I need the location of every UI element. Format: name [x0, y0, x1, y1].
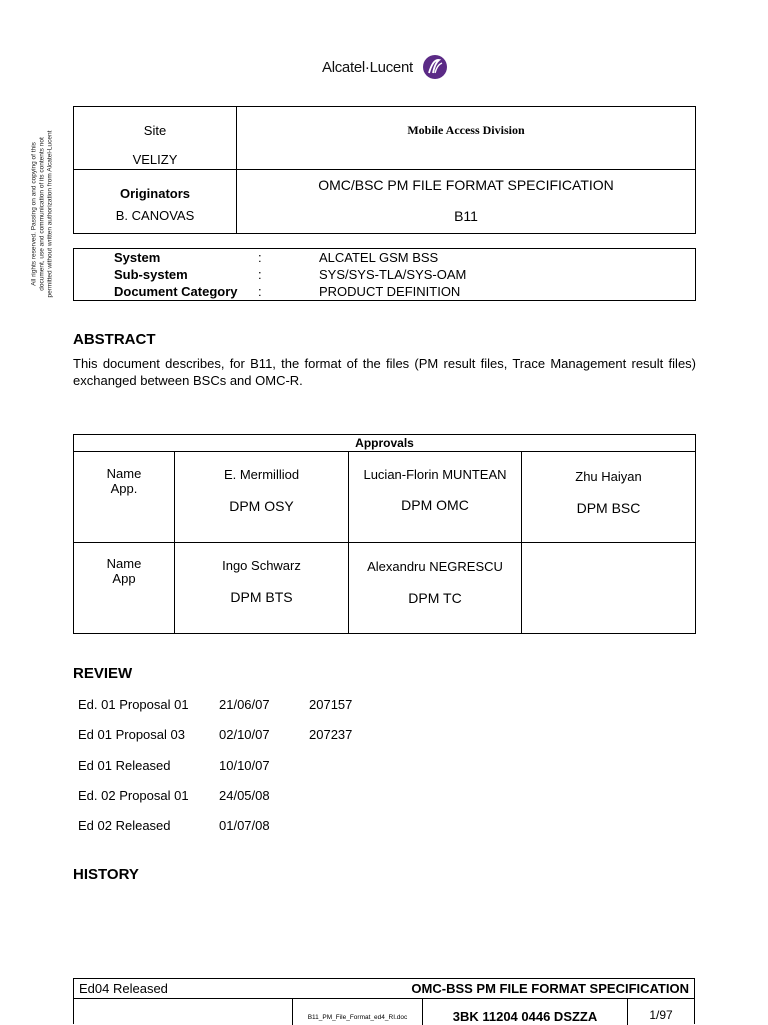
review-list — [78, 697, 478, 847]
abstract-heading: ABSTRACT — [73, 331, 156, 348]
review-edition: Ed. 01 Proposal 01 — [78, 697, 189, 712]
approvals-title: Approvals — [355, 436, 414, 450]
header-divider-horizontal — [74, 169, 695, 170]
footer-filename: B11_PM_File_Format_ed4_RI.doc — [307, 1014, 408, 1021]
approvals-row2-label-app: App — [112, 571, 136, 586]
document-title: OMC/BSC PM FILE FORMAT SPECIFICATION — [318, 177, 614, 193]
site-value: VELIZY — [132, 152, 178, 167]
approver-dept: DPM BSC — [576, 500, 641, 516]
alcatel-lucent-logo-icon — [422, 54, 448, 80]
approver-name: Zhu Haiyan — [575, 469, 642, 484]
copyright-line-1: All rights reserved. Passing on and copying of this — [30, 142, 38, 286]
approver-name: Lucian-Florin MUNTEAN — [363, 467, 507, 482]
division-name: Mobile Access Division — [407, 123, 525, 137]
approver-dept: DPM OSY — [229, 498, 294, 514]
copyright-notice — [27, 120, 57, 315]
subsystem-sep: : — [258, 267, 262, 282]
approvals-title-divider — [74, 451, 695, 452]
review-date: 10/10/07 — [219, 758, 270, 773]
document-category-sep: : — [258, 284, 262, 299]
footer-doc-number: 3BK 11204 0446 DSZZA — [452, 1009, 598, 1024]
document-category-label: Document Category — [114, 284, 238, 299]
review-ref: 207157 — [309, 697, 353, 712]
system-info-box — [73, 248, 696, 301]
subsystem-label: Sub-system — [114, 267, 188, 282]
originators-value: B. CANOVAS — [115, 208, 195, 223]
company-logo — [0, 52, 768, 84]
review-edition: Ed 01 Proposal 03 — [78, 727, 185, 742]
review-date: 21/06/07 — [219, 697, 270, 712]
system-label: System — [114, 250, 161, 265]
review-heading: REVIEW — [73, 665, 133, 682]
review-date: 24/05/08 — [219, 788, 270, 803]
review-edition: Ed 01 Released — [78, 758, 171, 773]
approver-name: Ingo Schwarz — [222, 558, 301, 573]
approvals-row1-label-name: Name — [106, 466, 142, 481]
approver-dept: DPM BTS — [230, 589, 293, 605]
approvals-row2-label — [74, 556, 174, 586]
approver-dept: DPM TC — [408, 590, 462, 606]
originators-label: Originators — [119, 186, 191, 201]
history-heading: HISTORY — [73, 866, 139, 883]
page-footer — [73, 978, 695, 1024]
approver-name: E. Mermilliod — [223, 467, 300, 482]
review-date: 02/10/07 — [219, 727, 270, 742]
review-date: 01/07/08 — [219, 818, 270, 833]
logo-text: Alcatel·Lucent — [322, 59, 413, 76]
review-edition: Ed 02 Released — [78, 818, 171, 833]
copyright-line-3: permitted without written authorization from Alcatel-Lucent — [46, 130, 54, 298]
system-sep: : — [258, 250, 262, 265]
footer-divider-horizontal — [74, 998, 694, 999]
approvals-table — [73, 434, 696, 634]
approvals-row-divider — [74, 542, 695, 543]
footer-status: Ed04 Released — [79, 981, 168, 996]
header-table — [73, 106, 696, 234]
review-edition: Ed. 02 Proposal 01 — [78, 788, 189, 803]
approvals-row1-label-app: App. — [110, 481, 138, 496]
review-ref: 207237 — [309, 727, 353, 742]
subsystem-value: SYS/SYS-TLA/SYS-OAM — [319, 267, 467, 282]
approvals-row2-label-name: Name — [106, 556, 142, 571]
site-label: Site — [143, 123, 167, 138]
copyright-line-2: document, use and communication of its contents not — [38, 137, 46, 291]
release-name: B11 — [454, 208, 478, 224]
approver-name: Alexandru NEGRESCU — [367, 559, 503, 574]
approver-dept: DPM OMC — [401, 497, 469, 513]
approvals-row1-label — [74, 466, 174, 496]
system-value: ALCATEL GSM BSS — [319, 250, 439, 265]
footer-title: OMC-BSS PM FILE FORMAT SPECIFICATION — [411, 981, 689, 996]
abstract-text: This document describes, for B11, the format of the files (PM result files, Trace Management result files) exchanged between BSCs and OMC-R. — [73, 356, 696, 388]
document-category-value: PRODUCT DEFINITION — [319, 284, 461, 299]
footer-page-number: 1/97 — [649, 1008, 673, 1022]
